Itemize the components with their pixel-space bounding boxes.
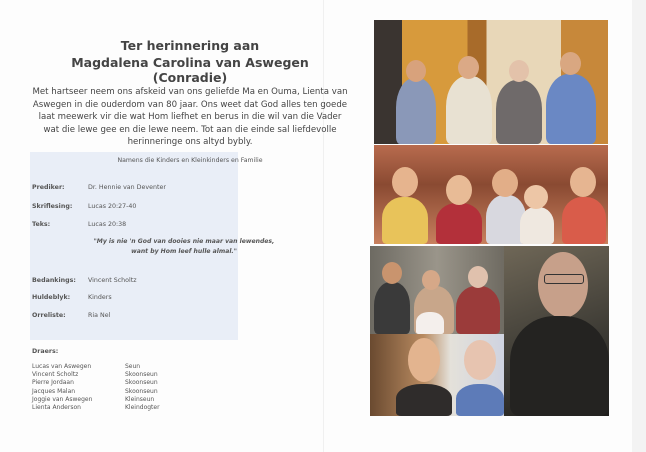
reading-label: Skriflesing: (32, 203, 73, 210)
tribute-label: Huldeblyk: (32, 294, 71, 301)
text-label: Teks: (32, 221, 51, 228)
bearer-row (32, 396, 160, 404)
family-photo-women (374, 20, 608, 144)
text-value: Lucas 20:38 (88, 221, 127, 228)
bearer-name: Vincent Scholtz (32, 371, 79, 379)
organist-value: Ria Nel (88, 312, 111, 319)
bearer-name: Lienta Anderson (32, 403, 81, 411)
bearer-relation: Skoonseun (125, 379, 158, 387)
family-photo-group (370, 246, 504, 334)
portrait-photo-grandmother-and-boy (370, 334, 504, 416)
bearer-name: Pierre Jordaan (32, 379, 74, 387)
quote-line-1: "My is nie 'n God van dooies nie maar van lewendes, (93, 238, 275, 245)
bearer-relation: Skoonseun (125, 387, 158, 395)
deceased-name: Magdalena Carolina van Aswegen (Conradie) (71, 55, 309, 85)
family-photo-children (374, 145, 608, 244)
bearers-heading: Draers: (32, 348, 59, 355)
bearers-list (32, 363, 160, 412)
preacher-label: Prediker: (32, 184, 65, 191)
bearer-row (32, 379, 160, 387)
bearer-row (32, 363, 160, 371)
page-edge (632, 0, 646, 452)
tribute-value: Kinders (88, 294, 112, 301)
bearer-name: Joggie van Aswegen (32, 395, 93, 403)
organist-label: Orreliste: (32, 312, 66, 319)
bearer-name: Lucas van Aswegen (32, 363, 92, 370)
preacher-value: Dr. Hennie van Deventer (88, 184, 166, 191)
thanks-label: Bedankings: (32, 277, 76, 284)
thanks-value: Vincent Scholtz (88, 277, 137, 284)
bearer-row (32, 404, 160, 412)
bearer-name: Jacques Malan (32, 387, 76, 395)
intro-paragraph: Met hartseer neem ons afskeid van ons geliefde Ma en Ouma, Lienta van Aswegen in die ouderdom van 80 jaar. Ons weet dat God alles ten goede laat meewerk vir die wat Hom liefhet en berus in die wil van die Vader wat die lewe gee en die lewe neem. Tot aan die einde sal liefdevolle herinneringe ons altyd bybly. (32, 87, 348, 148)
portrait-photo-grandfather (504, 246, 609, 416)
bearer-relation: Seun (125, 363, 141, 370)
bearer-relation: Skoonseun (125, 371, 158, 379)
signoff-line: Namens die Kinders en Kleinkinders en Familie (117, 157, 263, 164)
bearer-relation: Kleinseun (125, 395, 155, 403)
bearer-relation: Kleindogter (125, 403, 160, 411)
memorial-title: Ter herinnering aan (120, 38, 260, 53)
scripture-quote (84, 237, 284, 256)
bearer-row (32, 371, 160, 379)
bearer-row (32, 388, 160, 396)
quote-line-2: want by Hom leef hulle almal." (131, 247, 237, 255)
reading-value: Lucas 20:27-40 (88, 203, 137, 210)
